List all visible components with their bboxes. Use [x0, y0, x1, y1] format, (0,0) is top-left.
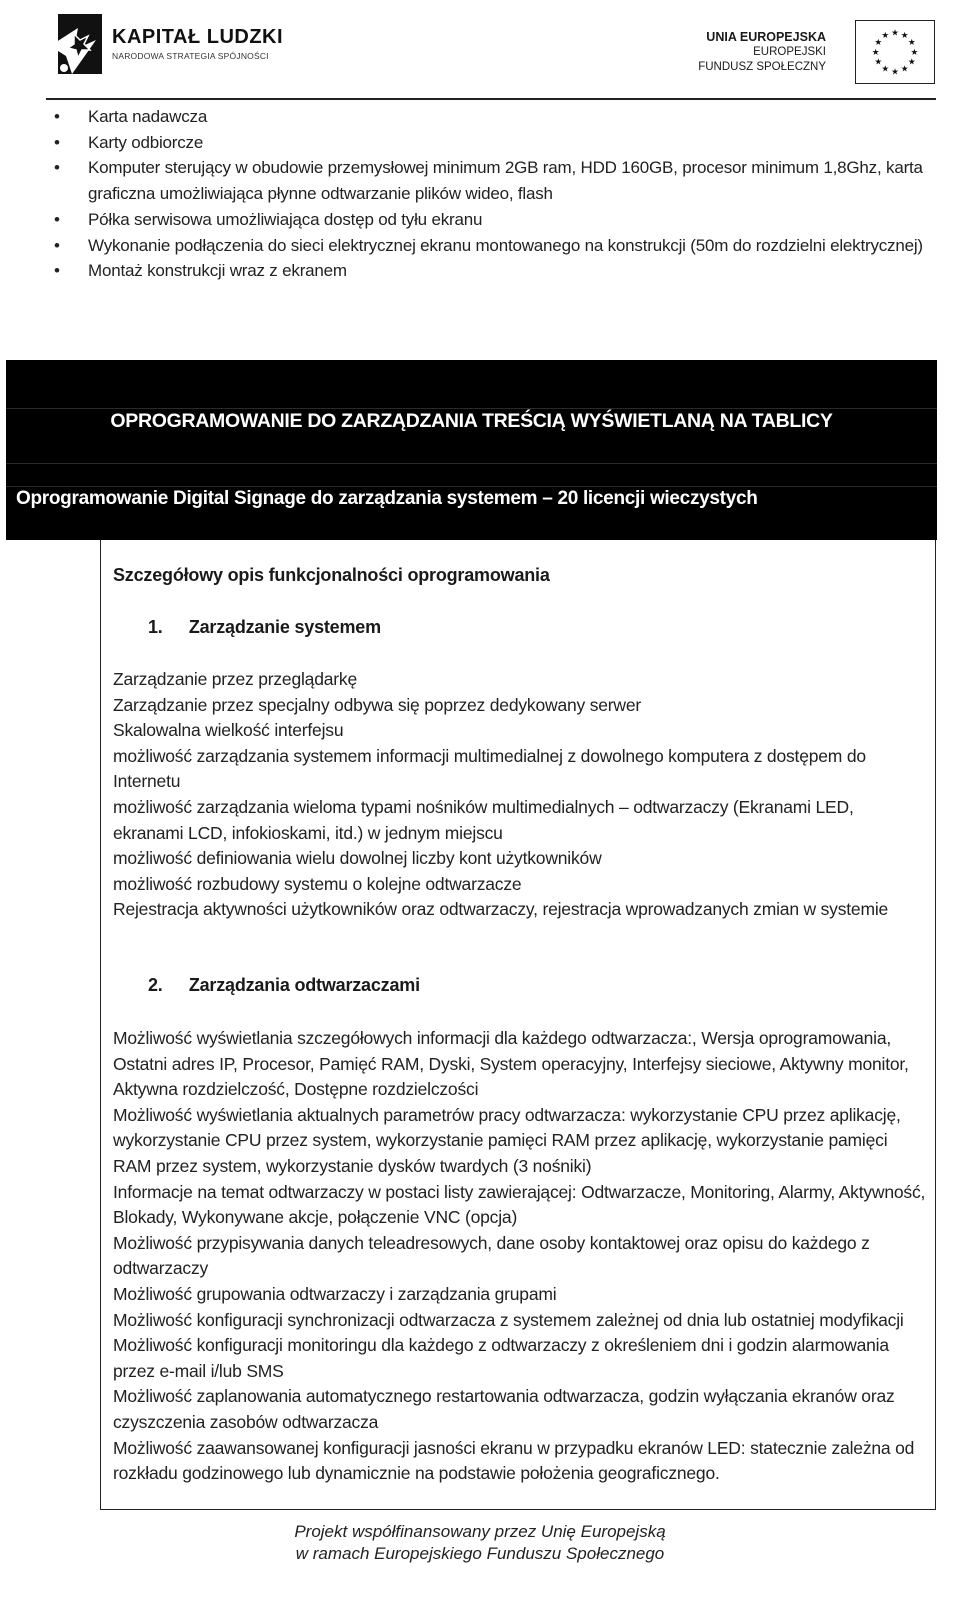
band-divider	[6, 486, 937, 487]
bullet-icon: •	[54, 132, 60, 152]
eu-star-icon: ★	[874, 38, 883, 49]
list-item	[54, 104, 924, 130]
eu-star-icon: ★	[871, 47, 880, 58]
spec-line: Zarządzanie przez specjalny odbywa się poprzez dedykowany serwer	[113, 694, 642, 715]
section-title: Zarządzania odtwarzaczami	[188, 975, 420, 995]
spec-line: Możliwość przypisywania danych teleadresowych, dane osoby kontaktowej oraz opisu do każdego z odtwarzaczy	[113, 1232, 870, 1279]
bullet-icon: •	[54, 209, 60, 229]
eu-star-icon: ★	[900, 64, 909, 75]
eu-star-icon: ★	[907, 57, 916, 68]
spec-line: Zarządzanie przez przeglądarkę	[113, 669, 357, 689]
list-item	[54, 130, 924, 156]
kapital-ludzki-title: KAPITAŁ LUDZKI	[112, 26, 284, 48]
page-header	[0, 0, 960, 100]
footer-line-1: Projekt współfinansowany przez Unię Europejską	[294, 1522, 666, 1541]
eu-fund-wordmark	[698, 30, 826, 75]
eu-line-3: FUNDUSZ SPOŁECZNY	[698, 61, 826, 73]
list-item-text: Montaż konstrukcji wraz z ekranem	[88, 261, 347, 281]
list-item-text: Wykonanie podłączenia do sieci elektrycznej ekranu montowanego na konstrukcji (50m do rozdzielni elektrycznej)	[88, 235, 923, 255]
header-divider	[46, 98, 936, 100]
bullet-icon: •	[54, 107, 60, 126]
band-subtitle: Oprogramowanie Digital Signage do zarządzania systemem – 20 licencji wieczystych	[16, 488, 758, 509]
page-footer	[0, 1521, 960, 1565]
kapital-ludzki-wordmark	[112, 26, 283, 61]
section-2-heading	[112, 975, 420, 996]
eu-star-icon: ★	[874, 57, 883, 68]
spec-line: Rejestracja aktywności użytkowników oraz odtwarzaczy, rejestracja wprowadzanych zmian w systemie	[113, 899, 889, 920]
spec-line: Możliwość zaplanowania automatycznego restartowania odtwarzacza, godzin wyłączania ekranów oraz czyszczenia zasobów odtwarzacza	[113, 1386, 895, 1432]
footer-line-2: w ramach Europejskiego Funduszu Społecznego	[295, 1544, 665, 1563]
spec-line: możliwość zarządzania wieloma typami nośników multimedialnych – odtwarzaczy (Ekranami LED, ekranami LCD, infokioskami, itd.) w jednym miejscu	[113, 796, 854, 843]
spec-line: możliwość zarządzania systemem informacji multimedialnej z dowolnego komputera z dostępem do Internetu	[113, 745, 866, 792]
equipment-bullet-list	[54, 104, 924, 284]
bullet-icon: •	[54, 261, 60, 281]
list-item-text: Karta nadawcza	[88, 107, 208, 126]
section-number: 1.	[148, 617, 163, 637]
spec-line: możliwość rozbudowy systemu o kolejne odtwarzacze	[113, 873, 522, 894]
content-heading: Szczegółowy opis funkcjonalności oprogramowania	[113, 565, 550, 585]
kapital-ludzki-logo-icon	[44, 10, 108, 82]
list-item	[54, 258, 924, 284]
spec-line: Informacje na temat odtwarzaczy w postaci listy zawierającej: Odtwarzacze, Monitoring, Alarmy, Aktywność, Blokady, Wykonywane akcje, połączenie VNC (opcja)	[113, 1181, 926, 1228]
eu-line-1: UNIA EUROPEJSKA	[706, 30, 826, 44]
section-1-heading	[112, 617, 381, 638]
list-item-text: Komputer sterujący w obudowie przemysłowej minimum 2GB ram, HDD 160GB, procesor minimum 1,8Ghz, karta graficzna umożliwiająca płynne odtwarzanie plików wideo, flash	[88, 158, 923, 204]
eu-line-2: EUROPEJSKI	[753, 46, 826, 58]
eu-flag-icon	[855, 20, 935, 84]
eu-star-icon: ★	[891, 28, 899, 39]
eu-star-icon: ★	[891, 67, 899, 78]
kapital-ludzki-subtitle: NARODOWA STRATEGIA SPÓJNOŚCI	[112, 51, 269, 61]
section-number: 2.	[148, 975, 163, 995]
spec-line: Skalowalna wielkość interfejsu	[113, 720, 344, 741]
list-item-text: Półka serwisowa umożliwiająca dostęp od tyłu ekranu	[88, 209, 483, 229]
list-item	[54, 233, 924, 259]
bullet-icon: •	[54, 158, 60, 178]
list-item	[54, 155, 924, 206]
section-1-lines	[113, 667, 928, 923]
eu-star-icon: ★	[900, 31, 909, 42]
band-title: OPROGRAMOWANIE DO ZARZĄDZANIA TREŚCIĄ WYŚWIETLANĄ NA TABLICY	[110, 410, 833, 432]
list-item	[54, 207, 924, 233]
bullet-icon: •	[54, 235, 60, 255]
spec-line: Możliwość wyświetlania szczegółowych informacji dla każdego odtwarzacza:, Wersja oprogramowania, Ostatni adres IP, Procesor, Pamięć RAM, Dyski, System operacyjny, Interfejsy sieciowe, Aktywny monitor, Aktywna rozdzielczość, Dostępne rozdzielczości	[113, 1028, 909, 1100]
spec-line: możliwość definiowania wielu dowolnej liczby kont użytkowników	[113, 848, 602, 869]
eu-star-icon: ★	[907, 38, 916, 49]
band-divider	[6, 408, 937, 409]
eu-star-icon: ★	[881, 64, 890, 75]
spec-line: Możliwość grupowania odtwarzaczy i zarządzania grupami	[113, 1283, 557, 1304]
eu-star-icon: ★	[881, 31, 890, 42]
spec-line: Możliwość wyświetlania aktualnych parametrów pracy odtwarzacza: wykorzystanie CPU przez aplikację, wykorzystanie CPU przez system, wykorzystanie pamięci RAM przez aplikację, wykorzystanie pamięci RAM przez system, wykorzystanie dysków twardych (3 nośniki)	[113, 1104, 901, 1176]
section-title: Zarządzanie systemem	[188, 617, 381, 637]
list-item-text: Karty odbiorcze	[88, 132, 204, 152]
section-header-band	[6, 360, 937, 540]
section-2-lines	[113, 1026, 928, 1487]
spec-line: Możliwość konfiguracji monitoringu dla każdego z odtwarzaczy z określeniem dni i godzin alarmowania przez e-mail i/lub SMS	[113, 1335, 889, 1381]
eu-star-icon: ★	[910, 47, 919, 58]
spec-line: Możliwość zaawansowanej konfiguracji jasności ekranu w przypadku ekranów LED: statecznie zależna od rozkładu godzinowego lub dynamicznie na podstawie położenia geograficznego.	[113, 1437, 915, 1484]
band-divider	[6, 463, 937, 464]
spec-line: Możliwość konfiguracji synchronizacji odtwarzacza z systemem zależnej od dnia lub ostatniej modyfikacji	[113, 1309, 904, 1330]
